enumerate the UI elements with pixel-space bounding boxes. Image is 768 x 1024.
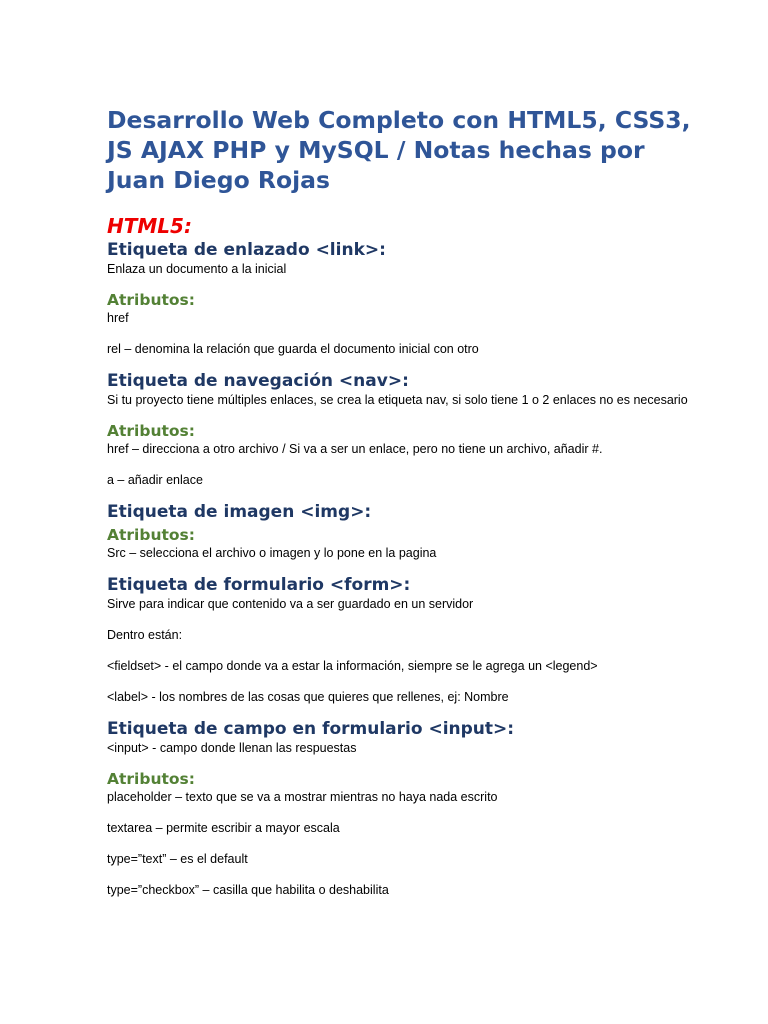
input-attr-type-checkbox: type=”checkbox” – casilla que habilita o deshabilita: [107, 883, 389, 897]
link-description: Enlaza un documento a la inicial: [107, 262, 287, 276]
input-attr-type-text: type=”text” – es el default: [107, 852, 248, 866]
link-attr-rel: rel – denomina la relación que guarda el documento inicial con otro: [107, 342, 479, 356]
form-description: Sirve para indicar que contenido va a ser guardado en un servidor: [107, 597, 474, 611]
input-attributes-heading: Atributos:: [107, 770, 195, 788]
input-attr-textarea: textarea – permite escribir a mayor escala: [107, 821, 340, 835]
input-attr-placeholder: placeholder – texto que se va a mostrar mientras no haya nada escrito: [107, 790, 498, 804]
section-heading-html5: HTML5:: [107, 214, 192, 238]
nav-attributes-heading: Atributos:: [107, 422, 195, 440]
heading-img-tag: Etiqueta de imagen <img>:: [107, 502, 372, 522]
document-title: Desarrollo Web Completo con HTML5, CSS3, JS AJAX PHP y MySQL / Notas hechas por Juan Diego Rojas: [107, 106, 691, 194]
input-description: <input> - campo donde llenan las respuestas: [107, 741, 357, 755]
nav-attr-a: a – añadir enlace: [107, 473, 203, 487]
heading-link-tag: Etiqueta de enlazado <link>:: [107, 240, 386, 260]
heading-nav-tag: Etiqueta de navegación <nav>:: [107, 371, 409, 391]
form-fieldset: <fieldset> - el campo donde va a estar la información, siempre se le agrega un <legend>: [107, 659, 598, 673]
link-attributes-heading: Atributos:: [107, 291, 195, 309]
img-attributes-heading: Atributos:: [107, 526, 195, 544]
nav-attr-href: href – direcciona a otro archivo / Si va a ser un enlace, pero no tiene un archivo, añadir #.: [107, 442, 603, 456]
img-attr-src: Src – selecciona el archivo o imagen y lo pone en la pagina: [107, 546, 437, 560]
form-inside-label: Dentro están:: [107, 628, 183, 642]
heading-form-tag: Etiqueta de formulario <form>:: [107, 575, 411, 595]
nav-description: Si tu proyecto tiene múltiples enlaces, se crea la etiqueta nav, si solo tiene 1 o 2 enlaces no es necesario: [107, 393, 688, 407]
form-label: <label> - los nombres de las cosas que quieres que rellenes, ej: Nombre: [107, 690, 509, 704]
heading-input-tag: Etiqueta de campo en formulario <input>:: [107, 719, 515, 739]
link-attr-href: href: [107, 311, 129, 325]
